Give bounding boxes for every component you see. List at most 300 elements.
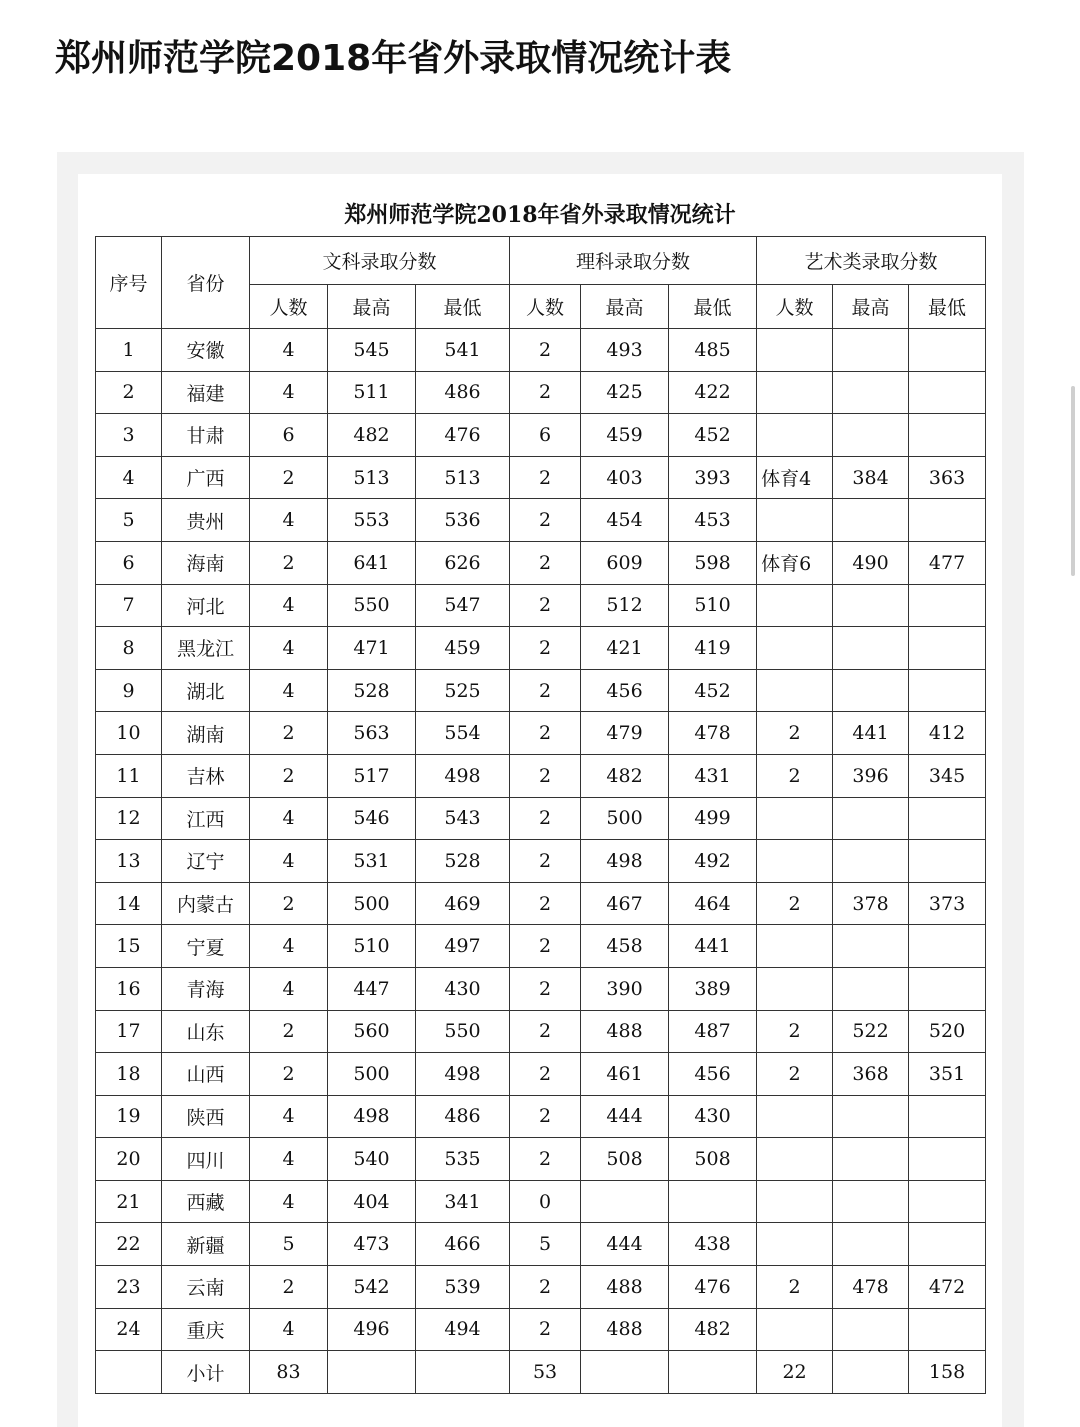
table-cell: 2	[510, 541, 581, 584]
table-cell: 510	[328, 925, 416, 968]
table-cell: 2	[757, 1266, 833, 1309]
table-cell: 体育6	[757, 541, 833, 584]
table-cell: 重庆	[162, 1308, 250, 1351]
table-cell: 508	[581, 1138, 669, 1181]
table-cell: 496	[328, 1308, 416, 1351]
header-art-min: 最低	[909, 285, 986, 329]
table-cell: 517	[328, 754, 416, 797]
table-cell	[833, 669, 909, 712]
table-cell: 4	[250, 925, 328, 968]
table-cell: 2	[510, 669, 581, 712]
table-cell: 4	[250, 840, 328, 883]
table-cell	[757, 1308, 833, 1351]
table-cell: 452	[669, 414, 757, 457]
table-cell: 493	[581, 329, 669, 372]
table-cell: 2	[510, 1138, 581, 1181]
table-cell: 6	[250, 414, 328, 457]
table-cell: 4	[250, 1095, 328, 1138]
page-title: 郑州师范学院2018年省外录取情况统计表	[55, 38, 732, 79]
table-cell	[416, 1351, 510, 1394]
table-cell	[96, 1351, 162, 1394]
table-cell: 2	[757, 882, 833, 925]
table-cell	[757, 584, 833, 627]
table-cell: 469	[416, 882, 510, 925]
table-row	[96, 925, 986, 968]
table-cell: 431	[669, 754, 757, 797]
table-cell: 13	[96, 840, 162, 883]
table-cell	[833, 1351, 909, 1394]
table-cell: 四川	[162, 1138, 250, 1181]
table-cell	[757, 797, 833, 840]
table-cell: 4	[250, 1180, 328, 1223]
table-cell: 540	[328, 1138, 416, 1181]
table-cell: 368	[833, 1053, 909, 1096]
table-cell: 641	[328, 541, 416, 584]
table-row	[96, 1010, 986, 1053]
table-cell	[833, 371, 909, 414]
table-row	[96, 1053, 986, 1096]
table-cell	[757, 1138, 833, 1181]
table-cell: 550	[416, 1010, 510, 1053]
table-cell: 青海	[162, 967, 250, 1010]
header-row-group	[96, 237, 986, 285]
table-cell: 522	[833, 1010, 909, 1053]
table-cell: 4	[250, 584, 328, 627]
table-cell: 4	[250, 967, 328, 1010]
table-cell	[909, 1308, 986, 1351]
table-cell: 430	[416, 967, 510, 1010]
table-cell: 404	[328, 1180, 416, 1223]
table-cell: 498	[416, 1053, 510, 1096]
table-cell: 2	[510, 712, 581, 755]
table-cell: 宁夏	[162, 925, 250, 968]
table-cell: 513	[416, 456, 510, 499]
table-cell	[669, 1351, 757, 1394]
table-cell: 482	[669, 1308, 757, 1351]
table-cell: 2	[757, 712, 833, 755]
table-cell: 547	[416, 584, 510, 627]
table-cell: 5	[250, 1223, 328, 1266]
table-cell: 0	[510, 1180, 581, 1223]
table-cell: 390	[581, 967, 669, 1010]
table-cell: 488	[581, 1266, 669, 1309]
table-cell: 490	[833, 541, 909, 584]
header-science-max: 最高	[581, 285, 669, 329]
table-cell: 1	[96, 329, 162, 372]
table-cell	[833, 1308, 909, 1351]
table-cell: 546	[328, 797, 416, 840]
table-cell: 508	[669, 1138, 757, 1181]
table-row	[96, 1223, 986, 1266]
table-cell: 11	[96, 754, 162, 797]
table-cell: 444	[581, 1095, 669, 1138]
table-cell: 461	[581, 1053, 669, 1096]
table-cell: 2	[96, 371, 162, 414]
table-cell: 3	[96, 414, 162, 457]
header-province: 省份	[162, 237, 250, 329]
table-cell: 16	[96, 967, 162, 1010]
table-cell: 2	[510, 797, 581, 840]
table-cell: 341	[416, 1180, 510, 1223]
table-cell: 24	[96, 1308, 162, 1351]
table-cell	[909, 499, 986, 542]
table-cell: 472	[909, 1266, 986, 1309]
table-cell: 2	[510, 882, 581, 925]
table-cell	[909, 371, 986, 414]
table-cell: 482	[581, 754, 669, 797]
table-cell: 2	[510, 627, 581, 670]
table-cell	[909, 1138, 986, 1181]
table-cell: 黑龙江	[162, 627, 250, 670]
table-cell: 海南	[162, 541, 250, 584]
table-cell: 458	[581, 925, 669, 968]
table-cell: 345	[909, 754, 986, 797]
table-row	[96, 456, 986, 499]
table-cell: 563	[328, 712, 416, 755]
header-liberal-max: 最高	[328, 285, 416, 329]
table-cell	[833, 797, 909, 840]
table-row	[96, 797, 986, 840]
table-cell: 478	[833, 1266, 909, 1309]
table-cell: 辽宁	[162, 840, 250, 883]
table-cell: 473	[328, 1223, 416, 1266]
table-cell: 2	[757, 1053, 833, 1096]
table-cell: 403	[581, 456, 669, 499]
table-cell: 2	[757, 754, 833, 797]
table-cell: 488	[581, 1010, 669, 1053]
table-cell: 466	[416, 1223, 510, 1266]
header-index: 序号	[96, 237, 162, 329]
table-cell: 351	[909, 1053, 986, 1096]
table-cell: 湖北	[162, 669, 250, 712]
table-cell	[833, 584, 909, 627]
table-cell: 12	[96, 797, 162, 840]
table-cell: 4	[96, 456, 162, 499]
table-title: 郑州师范学院2018年省外录取情况统计	[344, 202, 736, 228]
table-cell: 479	[581, 712, 669, 755]
table-row	[96, 1095, 986, 1138]
table-cell: 485	[669, 329, 757, 372]
table-cell: 476	[669, 1266, 757, 1309]
table-cell: 158	[909, 1351, 986, 1394]
table-cell: 453	[669, 499, 757, 542]
table-cell: 492	[669, 840, 757, 883]
table-cell: 2	[510, 499, 581, 542]
table-cell: 512	[581, 584, 669, 627]
table-cell: 609	[581, 541, 669, 584]
table-cell	[757, 925, 833, 968]
table-cell: 543	[416, 797, 510, 840]
table-cell: 487	[669, 1010, 757, 1053]
table-cell	[581, 1351, 669, 1394]
table-cell: 8	[96, 627, 162, 670]
table-cell: 23	[96, 1266, 162, 1309]
table-cell: 2	[510, 1053, 581, 1096]
table-cell: 363	[909, 456, 986, 499]
table-cell: 498	[328, 1095, 416, 1138]
table-cell: 499	[669, 797, 757, 840]
table-cell	[909, 967, 986, 1010]
table-cell: 525	[416, 669, 510, 712]
table-row	[96, 967, 986, 1010]
table-cell: 内蒙古	[162, 882, 250, 925]
table-cell: 西藏	[162, 1180, 250, 1223]
table-cell: 438	[669, 1223, 757, 1266]
table-cell: 广西	[162, 456, 250, 499]
table-cell: 542	[328, 1266, 416, 1309]
table-cell	[757, 371, 833, 414]
table-cell: 5	[510, 1223, 581, 1266]
table-row	[96, 1351, 986, 1394]
table-cell: 4	[250, 329, 328, 372]
table-cell: 新疆	[162, 1223, 250, 1266]
table-cell: 吉林	[162, 754, 250, 797]
header-science-count: 人数	[510, 285, 581, 329]
table-cell: 4	[250, 1308, 328, 1351]
table-cell: 389	[669, 967, 757, 1010]
table-cell	[833, 329, 909, 372]
table-cell: 2	[757, 1010, 833, 1053]
table-row	[96, 1308, 986, 1351]
table-cell	[757, 329, 833, 372]
table-cell: 500	[328, 1053, 416, 1096]
table-cell: 2	[510, 1010, 581, 1053]
table-cell: 14	[96, 882, 162, 925]
table-cell	[757, 627, 833, 670]
table-cell: 467	[581, 882, 669, 925]
table-cell: 498	[581, 840, 669, 883]
table-cell: 560	[328, 1010, 416, 1053]
table-cell: 554	[416, 712, 510, 755]
table-row	[96, 754, 986, 797]
table-cell	[833, 627, 909, 670]
table-row	[96, 499, 986, 542]
table-cell	[909, 414, 986, 457]
table-cell: 福建	[162, 371, 250, 414]
table-cell: 421	[581, 627, 669, 670]
table-cell: 486	[416, 371, 510, 414]
table-cell: 550	[328, 584, 416, 627]
table-cell: 384	[833, 456, 909, 499]
table-cell: 2	[510, 329, 581, 372]
header-art: 艺术类录取分数	[757, 237, 986, 285]
table-cell: 河北	[162, 584, 250, 627]
header-liberal-count: 人数	[250, 285, 328, 329]
table-cell: 520	[909, 1010, 986, 1053]
table-cell: 5	[96, 499, 162, 542]
table-cell: 513	[328, 456, 416, 499]
table-cell: 476	[416, 414, 510, 457]
table-cell: 22	[757, 1351, 833, 1394]
table-cell	[833, 967, 909, 1010]
table-cell: 478	[669, 712, 757, 755]
table-row	[96, 1138, 986, 1181]
table-cell	[833, 1095, 909, 1138]
table-cell	[909, 669, 986, 712]
table-cell	[909, 584, 986, 627]
table-cell: 500	[328, 882, 416, 925]
table-cell: 464	[669, 882, 757, 925]
table-cell: 江西	[162, 797, 250, 840]
table-cell: 2	[510, 967, 581, 1010]
table-cell: 4	[250, 499, 328, 542]
table-cell: 7	[96, 584, 162, 627]
table-cell: 2	[250, 456, 328, 499]
table-row	[96, 669, 986, 712]
table-cell: 小计	[162, 1351, 250, 1394]
table-cell	[757, 669, 833, 712]
table-cell: 528	[416, 840, 510, 883]
table-cell	[909, 1223, 986, 1266]
table-cell: 488	[581, 1308, 669, 1351]
table-cell	[909, 840, 986, 883]
table-cell: 511	[328, 371, 416, 414]
table-row	[96, 584, 986, 627]
table-cell: 2	[250, 754, 328, 797]
table-cell: 云南	[162, 1266, 250, 1309]
table-cell: 482	[328, 414, 416, 457]
table-cell: 454	[581, 499, 669, 542]
table-row	[96, 414, 986, 457]
table-cell: 553	[328, 499, 416, 542]
table-cell: 510	[669, 584, 757, 627]
table-cell: 456	[669, 1053, 757, 1096]
table-cell: 500	[581, 797, 669, 840]
table-cell: 486	[416, 1095, 510, 1138]
table-cell: 430	[669, 1095, 757, 1138]
table-cell: 422	[669, 371, 757, 414]
admission-score-table	[95, 236, 986, 1394]
table-cell: 494	[416, 1308, 510, 1351]
table-cell: 444	[581, 1223, 669, 1266]
table-cell: 9	[96, 669, 162, 712]
table-cell: 2	[510, 754, 581, 797]
table-cell: 471	[328, 627, 416, 670]
table-cell: 4	[250, 669, 328, 712]
table-cell: 477	[909, 541, 986, 584]
table-cell	[757, 840, 833, 883]
table-cell	[909, 797, 986, 840]
table-row	[96, 329, 986, 372]
table-cell: 2	[510, 371, 581, 414]
table-cell	[833, 925, 909, 968]
table-cell: 459	[416, 627, 510, 670]
table-cell: 陕西	[162, 1095, 250, 1138]
table-cell: 15	[96, 925, 162, 968]
table-row	[96, 627, 986, 670]
table-cell: 536	[416, 499, 510, 542]
table-cell: 山东	[162, 1010, 250, 1053]
table-cell	[833, 840, 909, 883]
header-liberal-min: 最低	[416, 285, 510, 329]
table-cell	[833, 414, 909, 457]
table-cell: 419	[669, 627, 757, 670]
table-cell: 498	[416, 754, 510, 797]
table-cell	[757, 1180, 833, 1223]
table-cell: 53	[510, 1351, 581, 1394]
table-cell	[757, 967, 833, 1010]
table-cell: 545	[328, 329, 416, 372]
table-cell: 22	[96, 1223, 162, 1266]
table-row	[96, 882, 986, 925]
table-cell: 2	[510, 1308, 581, 1351]
table-cell: 20	[96, 1138, 162, 1181]
table-cell: 2	[250, 1266, 328, 1309]
header-science: 理科录取分数	[510, 237, 757, 285]
table-cell	[909, 1095, 986, 1138]
table-cell	[909, 627, 986, 670]
table-cell	[909, 1180, 986, 1223]
table-cell	[757, 499, 833, 542]
table-cell: 2	[250, 882, 328, 925]
table-cell: 贵州	[162, 499, 250, 542]
table-cell: 4	[250, 1138, 328, 1181]
table-cell	[833, 499, 909, 542]
table-cell: 425	[581, 371, 669, 414]
table-cell: 10	[96, 712, 162, 755]
table-cell: 6	[96, 541, 162, 584]
table-cell	[833, 1180, 909, 1223]
scrollbar[interactable]	[1071, 386, 1075, 576]
header-science-min: 最低	[669, 285, 757, 329]
table-cell: 396	[833, 754, 909, 797]
table-cell	[757, 1223, 833, 1266]
table-cell: 2	[250, 541, 328, 584]
table-cell: 4	[250, 797, 328, 840]
table-cell: 441	[669, 925, 757, 968]
table-cell: 531	[328, 840, 416, 883]
table-cell: 497	[416, 925, 510, 968]
table-cell: 2	[510, 840, 581, 883]
table-cell	[581, 1180, 669, 1223]
table-cell: 441	[833, 712, 909, 755]
table-cell	[669, 1180, 757, 1223]
header-art-count: 人数	[757, 285, 833, 329]
table-cell: 83	[250, 1351, 328, 1394]
table-cell: 甘肃	[162, 414, 250, 457]
table-row	[96, 1266, 986, 1309]
table-cell: 湖南	[162, 712, 250, 755]
table-cell: 4	[250, 371, 328, 414]
table-cell: 447	[328, 967, 416, 1010]
table-row	[96, 712, 986, 755]
table-row	[96, 1180, 986, 1223]
table-cell: 598	[669, 541, 757, 584]
table-cell: 6	[510, 414, 581, 457]
table-cell: 2	[250, 1053, 328, 1096]
table-cell: 393	[669, 456, 757, 499]
table-cell: 459	[581, 414, 669, 457]
table-cell	[757, 1095, 833, 1138]
table-cell: 378	[833, 882, 909, 925]
table-cell: 2	[510, 1095, 581, 1138]
table-cell: 2	[250, 1010, 328, 1053]
table-cell: 528	[328, 669, 416, 712]
table-cell: 19	[96, 1095, 162, 1138]
table-cell: 21	[96, 1180, 162, 1223]
table-cell: 373	[909, 882, 986, 925]
table-cell: 412	[909, 712, 986, 755]
table-cell: 541	[416, 329, 510, 372]
table-row	[96, 541, 986, 584]
table-cell	[909, 925, 986, 968]
table-cell: 18	[96, 1053, 162, 1096]
header-liberal-arts: 文科录取分数	[250, 237, 510, 285]
table-cell: 安徽	[162, 329, 250, 372]
table-cell: 2	[250, 712, 328, 755]
table-cell	[909, 329, 986, 372]
table-cell: 539	[416, 1266, 510, 1309]
